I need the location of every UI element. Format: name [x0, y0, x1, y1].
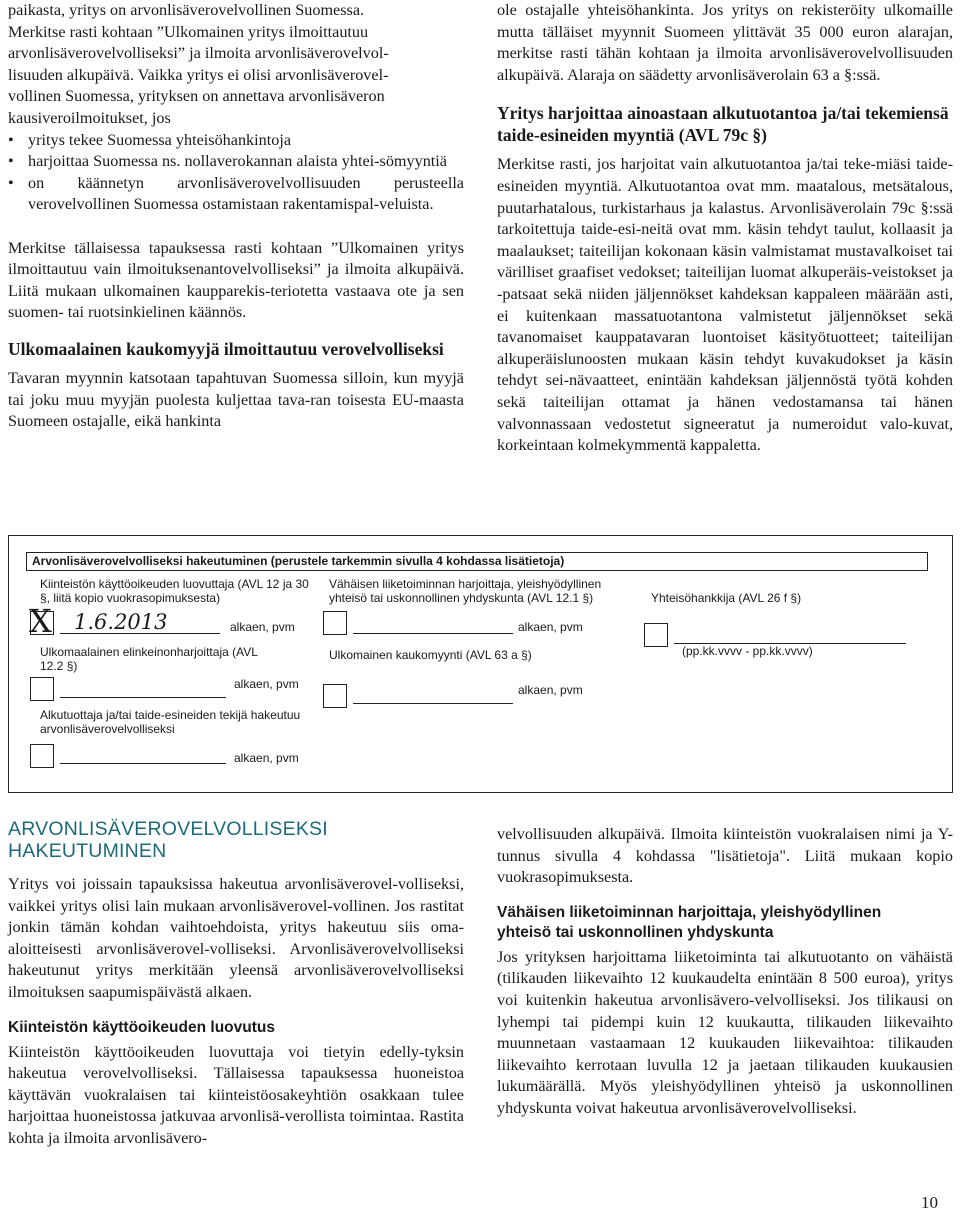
- date-line: [353, 703, 513, 704]
- date-label: alkaen, pvm: [230, 620, 295, 634]
- option-foreign-trader-label: Ulkomaalainen elinkeinonharjoittaja (AVL 12.2 §): [40, 645, 258, 673]
- checkbox-mark: X: [29, 602, 52, 640]
- paragraph: velvollisuuden alkupäivä. Ilmoita kiinteistön vuokralaisen nimi ja Y-tunnus sivulla 4 kohdassa "lisätietoja". Liitä mukaan kopio vuokrasopimuksesta.: [497, 825, 953, 887]
- paragraph: Merkitse rasti, jos harjoitat vain alkutuotantoa ja/tai teke-miäsi taide-esineiden myyntiä. Alkutuotantoa ovat mm. maatalous, metsätalous, puutarhatalous, turkistarhaus ja kalastus. Arvonlisäverolain 79c §:ssä tarkoitettuja taide-esi-neitä ovat mm. käsin tehdyt taulut, kollaasit ja maalaukset; taiteilijan kokonaan käsin valmistamat mustavalkoiset tai värilliset graafiset vedokset; taiteilijan luomat alkuperäis-veistokset ja -patsaat sekä niiden jäljennökset kahdeksan kappaleen määrään asti, ei kuitenkaan massatuotantona valmistetut jäljennökset sekä tavanomaiset kauppatavaran luontoiset käsityötuotteet; taiteilijan alkuperäislunoosten mukaan käsin tehdyt kuvakudokset ja käsin tehdyt sei-nävaatteet, enintään kahdeksan jäljennöstä työtä kohden sekä taiteilijan ottamat ja hänen vedostamansa tai hänen valvonnassaan vedostetut signeeratut ja numeroidut valo-kuvat, korkeintaan kolmekymmentä kappaletta.: [497, 155, 953, 455]
- option-community-acquirer-checkbox[interactable]: [644, 623, 668, 647]
- option-small-business-checkbox[interactable]: [323, 611, 347, 635]
- section-heading: Ulkomaalainen kaukomyyjä ilmoittautuu verovelvolliseksi: [8, 338, 444, 359]
- form-title: Arvonlisäverovelvolliseksi hakeutuminen (perustele tarkemmin sivulla 4 kohdassa lisätietoja): [26, 552, 928, 571]
- date-line: [60, 763, 226, 764]
- text-line: paikasta, yritys on arvonlisäverovelvollinen Suomessa.: [8, 1, 365, 19]
- date-label: alkaen, pvm: [518, 620, 583, 634]
- option-small-business-label: Vähäisen liiketoiminnan harjoittaja, yleishyödyllinen yhteisö tai uskonnollinen yhdyskunta (AVL 12.1 §): [329, 577, 602, 605]
- paragraph: Tavaran myynnin katsotaan tapahtuvan Suomessa silloin, kun myyjä tai joku muu myyjän puolesta kuljettaa tava-ran toisesta EU-maasta Suomeen ostajalle, eikä hankinta: [8, 368, 464, 431]
- text-line: kausiveroilmoitukset, jos: [8, 108, 171, 127]
- text-line: Merkitse rasti kohtaan ”Ulkomainen yritys ilmoittautuu: [8, 22, 369, 41]
- option-property-label: Kiinteistön käyttöoikeuden luovuttaja (AVL 12 ja 30 §, liitä kopio vuokrasopimuksesta): [40, 577, 309, 605]
- text-line: lisuuden alkupäivä. Vaikka yritys ei olisi arvonlisäverovel-: [8, 65, 389, 84]
- section-heading: Vähäisen liiketoiminnan harjoittaja, yleishyödyllinen yhteisö tai uskonnollinen yhdyskunta: [497, 903, 882, 941]
- date-label: alkaen, pvm: [518, 683, 583, 697]
- paragraph: Yritys voi joissain tapauksissa hakeutua arvonlisäverovel-volliseksi, vaikkei yritys olisi lain mukaan arvonlisäverovel-vollinen. Jos rastitat jonkin tämän kohdan vaihtoehdoista, yritys hakeutuu siis oma-aloitteisesti arvonlisäverovel-volliseksi. Arvonlisäverovelvolliseksi hakeutunut yritys merkitään yleensä arvonlisäverovelvolliseksi ilmoituksen saapumispäivästä alkaen.: [8, 875, 464, 1001]
- option-foreign-trader-checkbox[interactable]: [30, 677, 54, 701]
- date-line: [60, 697, 226, 698]
- date-label: alkaen, pvm: [234, 677, 299, 691]
- top-right-column: [497, 0, 953, 457]
- text-line: vollinen Suomessa, yrityksen on annettava arvonlisäveron: [8, 87, 385, 106]
- bullet-item: • yritys tekee Suomessa yhteisöhankintoja: [8, 130, 464, 152]
- page-number: 10: [921, 1193, 938, 1212]
- paragraph: Merkitse tällaisessa tapauksessa rasti kohtaan ”Ulkomainen yritys ilmoittautuu vain ilmoituksenantovelvolliseksi” ja ilmoita alkupäivä. Liitä mukaan ulkomainen kaupparekis-teriotetta vastaava ote ja sen suomen- tai ruotsinkielinen käännös.: [8, 238, 464, 322]
- option-primary-producer-label: Alkutuottaja ja/tai taide-esineiden tekijä hakeutuu arvonlisäverovelvolliseksi: [40, 708, 301, 736]
- bullet-item: • harjoittaa Suomessa ns. nollaverokannan alaista yhtei-sömyyntiä: [8, 151, 464, 173]
- option-distance-selling-label: Ulkomainen kaukomyynti (AVL 63 a §): [329, 648, 532, 662]
- date-label: alkaen, pvm: [234, 751, 299, 765]
- option-primary-producer-checkbox[interactable]: [30, 744, 54, 768]
- section-heading: Kiinteistön käyttöoikeuden luovutus: [8, 1018, 275, 1036]
- paragraph: Jos yrityksen harjoittama liiketoiminta tai alkutuotanto on vähäistä (tilikauden liikevaihto 12 kuukaudelta enintään 8 500 euroa), yritys voi kuitenkin hakeutua arvonlisävero-velvolliseksi. Jos tilikausi on lyhempi tai pidempi kuin 12 kuukautta, tilikauden liikevaihto muunnetaan vastaamaan 12 kuukauden liikevaihtoa: tilikauden liikevaihto kerrotaan luvulla 12 ja jaetaan tilikauden kuukausien lukumäärällä. Myös yleishyödyllinen yhteisö ja uskonnollinen yhdyskunta voivat hakeutua arvonlisäverovelvolliseksi.: [497, 947, 953, 1117]
- date-line: [60, 633, 220, 634]
- bullet-item: • on käännetyn arvonlisäverovelvollisuuden perusteella verovelvollinen Suomessa ostamistaan rakentamispal-veluista.: [8, 173, 464, 216]
- section-title: ARVONLISÄVEROVELVOLLISEKSI HAKEUTUMINEN: [8, 818, 328, 862]
- paragraph: Kiinteistön käyttöoikeuden luovuttaja voi tietyin edelly-tyksin hakeutua verovelvolliseksi. Tällaisessa tapauksessa huoneistoa käyttävän vuokralaisen tai kiinteistöosakeyhtiön osakkaan tulee harjoittaa huoneistossa jatkuvaa arvonlisä-verollista toimintaa. Rastita kohta ja ilmoita arvonlisävero-: [8, 1042, 464, 1147]
- paragraph: ole ostajalle yhteisöhankinta. Jos yritys on rekisteröity ulkomaille mutta tälläiset myynnit Suomeen ylittävät 35 000 euron alarajan, merkitse rasti tähän kohtaan ja ilmoita arvonlisäverovelvollisuuden alkupäivä. Alaraja on säädetty arvonlisäverolain 63 a §:ssä.: [497, 1, 953, 84]
- bottom-right-column: [497, 824, 953, 1120]
- period-label: (pp.kk.vvvv - pp.kk.vvvv): [682, 644, 813, 658]
- text-line: arvonlisäverovelvolliseksi” ja ilmoita arvonlisäverovelvol-: [8, 44, 389, 63]
- handwritten-date: 1.6.2013: [74, 610, 168, 634]
- top-left-column: [8, 0, 464, 433]
- option-community-acquirer-label: Yhteisöhankkija (AVL 26 f §): [651, 591, 802, 605]
- option-distance-selling-checkbox[interactable]: [323, 684, 347, 708]
- section-heading: Yritys harjoittaa ainoastaan alkutuotantoa ja/tai tekemiensä taide-esineiden myyntiä (AVL 79c §): [497, 103, 949, 146]
- date-line: [353, 633, 513, 634]
- bottom-left-column: [8, 818, 464, 1150]
